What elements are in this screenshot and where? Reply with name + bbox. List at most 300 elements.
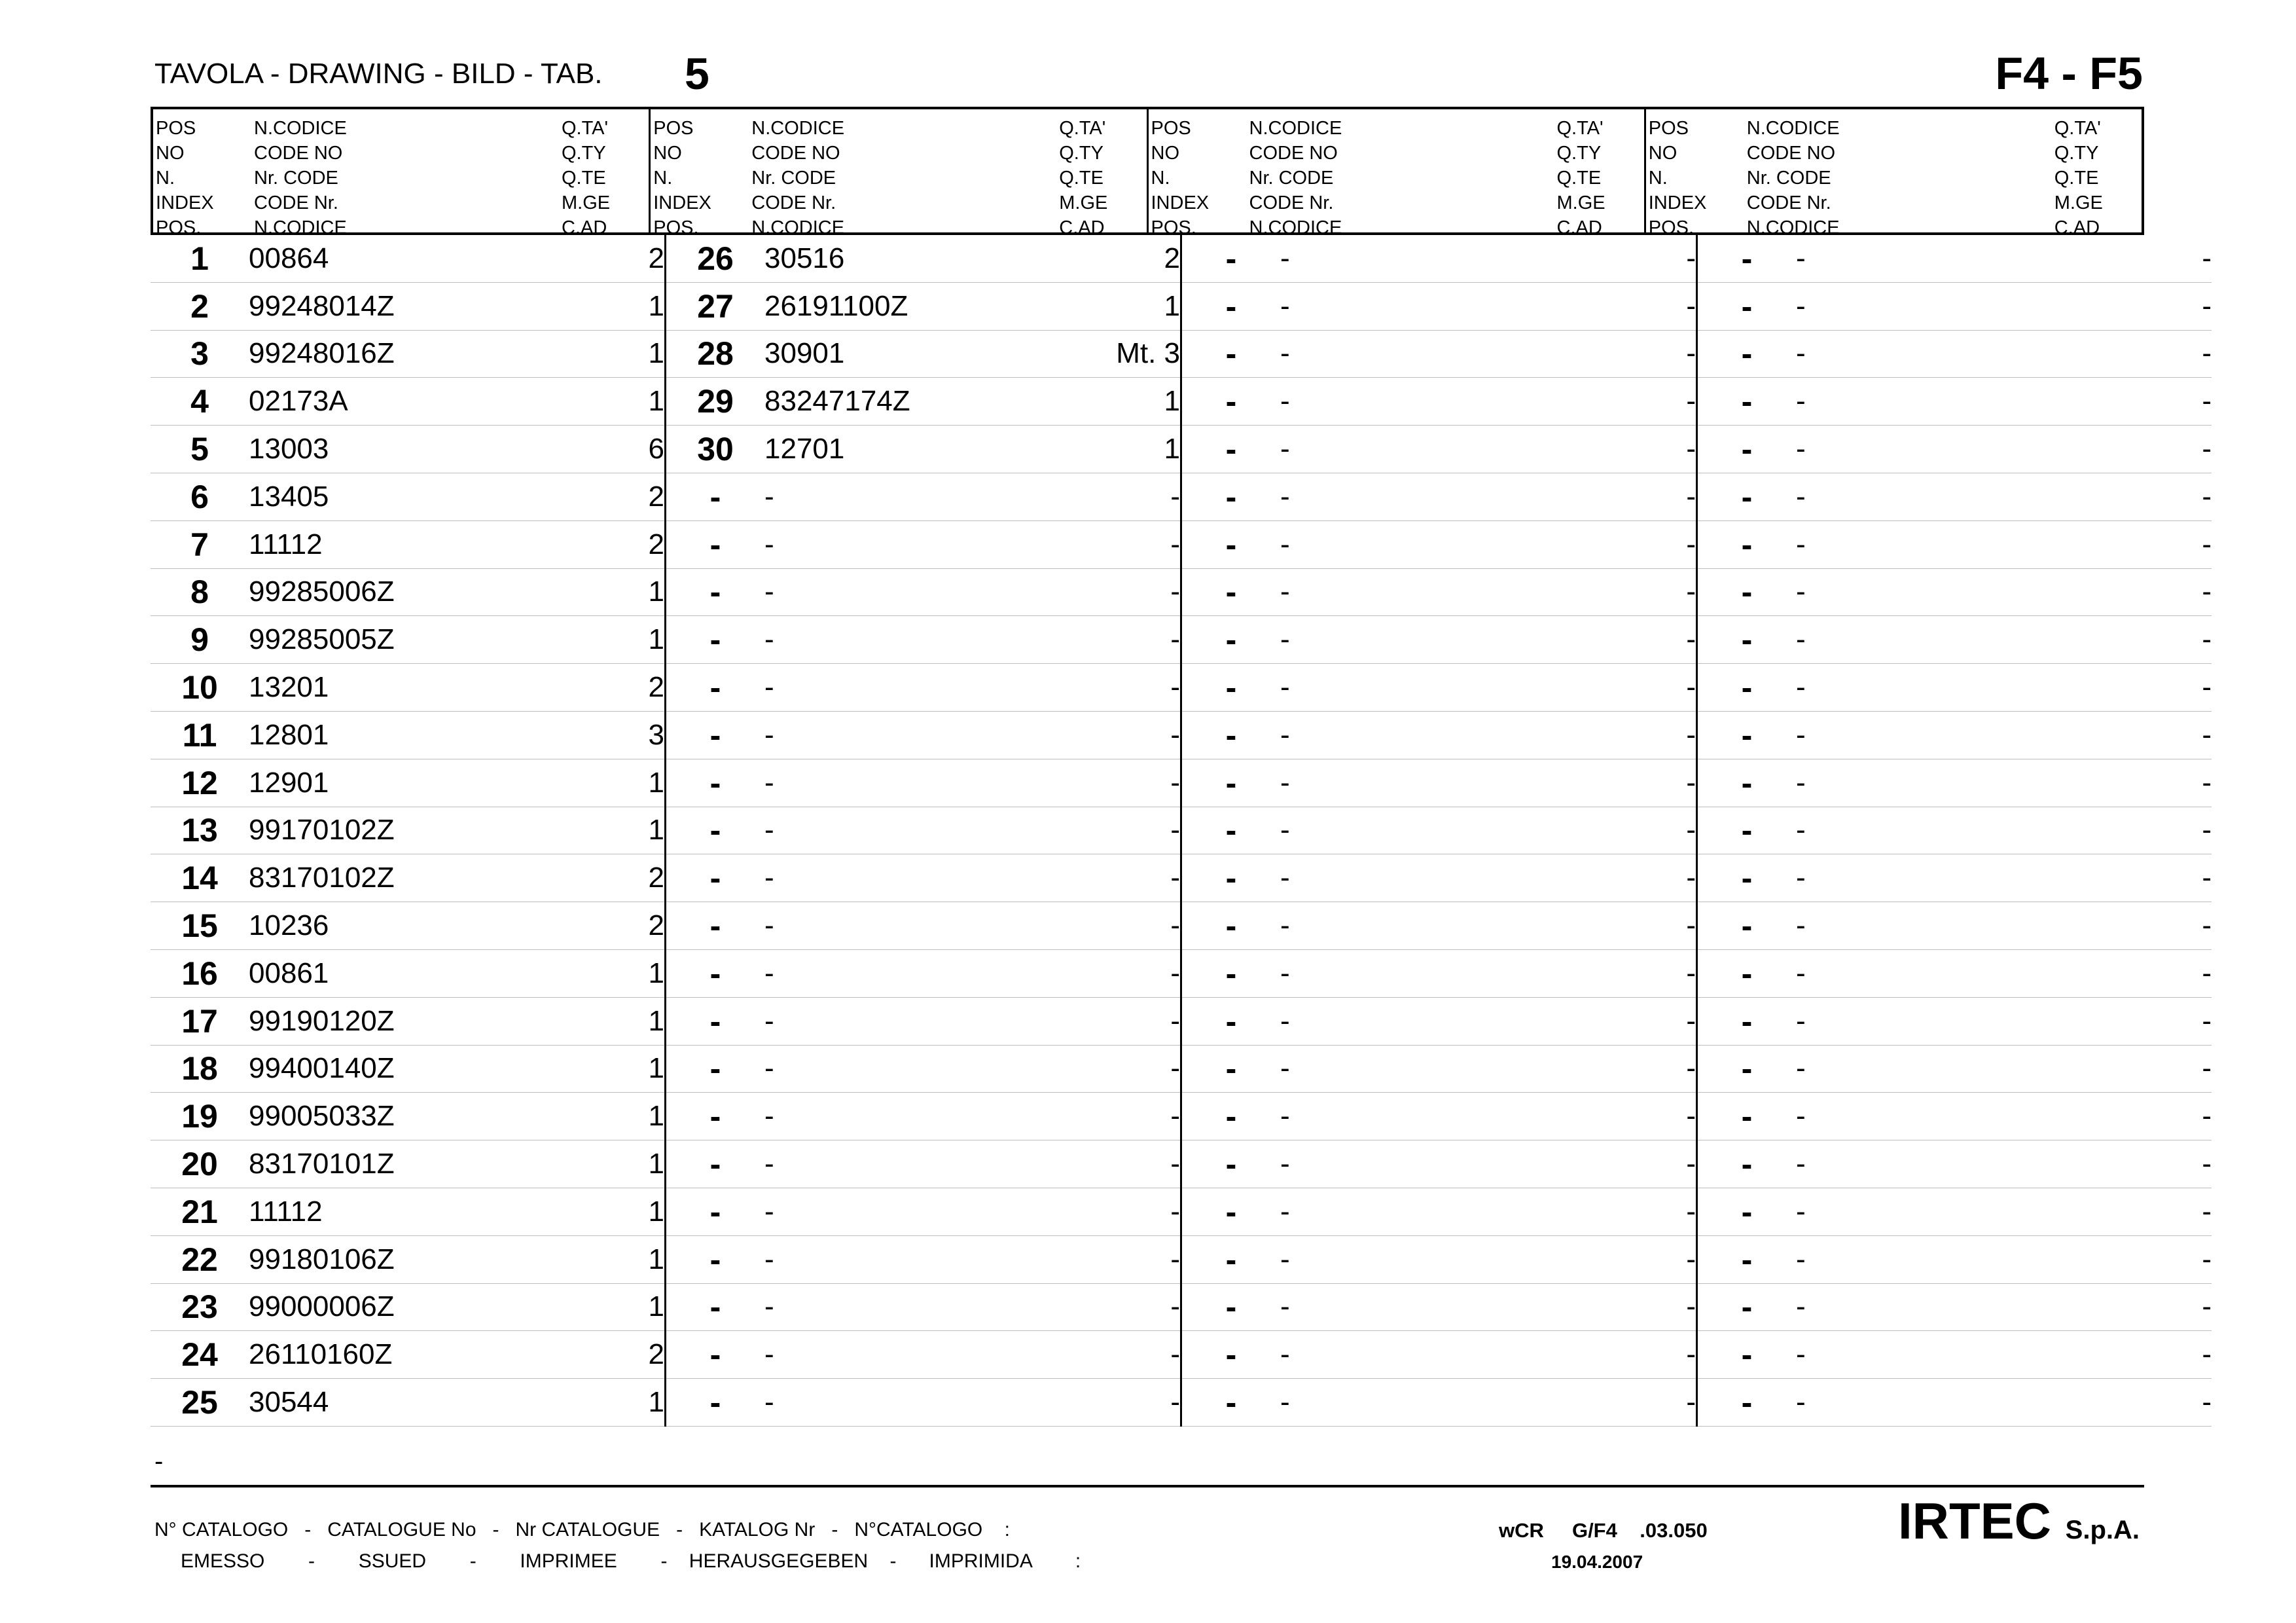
header-qty-label: Q.TA' bbox=[1059, 118, 1106, 139]
header-code-label: N.CODICE bbox=[1746, 118, 1840, 139]
code-cell: - bbox=[764, 528, 774, 560]
header-pos-label: INDEX bbox=[653, 192, 711, 213]
pos-cell: - bbox=[1741, 764, 1753, 801]
pos-cell: - bbox=[709, 1098, 721, 1135]
header-code-column bbox=[1249, 109, 1557, 238]
header-qty-column bbox=[562, 109, 649, 238]
pos-cell: 19 bbox=[181, 1098, 218, 1135]
qty-cell: - bbox=[2202, 909, 2212, 942]
table-column-group bbox=[151, 235, 664, 1427]
qty-cell: - bbox=[1686, 718, 1696, 751]
pos-cell: - bbox=[1225, 1336, 1237, 1374]
pos-cell: 22 bbox=[181, 1241, 218, 1278]
pos-cell: - bbox=[1741, 431, 1753, 468]
header-pos-label: N. bbox=[156, 168, 175, 189]
pos-cell: - bbox=[1225, 907, 1237, 945]
qty-cell: 2 bbox=[648, 909, 664, 942]
header-qty-label: Q.TY bbox=[1556, 143, 1602, 164]
code-cell: - bbox=[1796, 242, 1806, 274]
code-cell: - bbox=[764, 1290, 774, 1323]
table-row bbox=[666, 759, 1180, 807]
code-cell: 13405 bbox=[249, 480, 329, 513]
header-qty-label: Q.TY bbox=[2054, 143, 2099, 164]
header-pos-label: POS bbox=[1648, 118, 1689, 139]
qty-cell: - bbox=[2202, 1243, 2212, 1275]
code-cell: - bbox=[1796, 1195, 1806, 1228]
code-cell: 00864 bbox=[249, 242, 329, 274]
pos-cell: - bbox=[709, 1002, 721, 1040]
code-cell: 13003 bbox=[249, 433, 329, 465]
code-cell: 26191100Z bbox=[764, 289, 908, 322]
table-row bbox=[151, 331, 664, 378]
pos-cell: - bbox=[1225, 478, 1237, 515]
table-row bbox=[1698, 854, 2212, 902]
table-row bbox=[151, 616, 664, 664]
code-cell: - bbox=[764, 1052, 774, 1085]
qty-cell: 2 bbox=[648, 242, 664, 274]
qty-cell: - bbox=[1686, 1195, 1696, 1228]
header-qty-label: Q.TE bbox=[1059, 168, 1103, 189]
table-row bbox=[1698, 712, 2212, 759]
qty-cell: - bbox=[1686, 433, 1696, 465]
qty-cell: - bbox=[1170, 623, 1180, 656]
pos-cell: - bbox=[1741, 1050, 1753, 1087]
table-row bbox=[1182, 854, 1696, 902]
code-cell: 00861 bbox=[249, 957, 329, 989]
table-row bbox=[666, 854, 1180, 902]
table-row bbox=[666, 1236, 1180, 1284]
code-cell: 12701 bbox=[764, 433, 845, 465]
code-cell: - bbox=[1280, 1243, 1290, 1275]
pos-cell: - bbox=[1225, 1002, 1237, 1040]
table-row bbox=[1698, 473, 2212, 521]
qty-cell: - bbox=[1686, 1100, 1696, 1133]
pos-cell: 9 bbox=[190, 621, 209, 659]
table-number: 5 bbox=[685, 49, 709, 99]
qty-cell: - bbox=[2202, 671, 2212, 704]
table-row bbox=[666, 902, 1180, 950]
qty-cell: - bbox=[1686, 814, 1696, 847]
table-row bbox=[1698, 759, 2212, 807]
code-cell: 10236 bbox=[249, 909, 329, 942]
code-cell: - bbox=[1796, 909, 1806, 942]
header-qty-column bbox=[2054, 109, 2142, 238]
table-row bbox=[666, 235, 1180, 283]
code-cell: - bbox=[1796, 766, 1806, 799]
code-cell: - bbox=[1280, 289, 1290, 322]
table-row bbox=[1182, 1379, 1696, 1427]
qty-cell: - bbox=[2202, 385, 2212, 418]
pos-cell: - bbox=[1225, 335, 1237, 373]
pos-cell: - bbox=[1225, 621, 1237, 659]
table-row bbox=[1182, 998, 1696, 1046]
code-cell: - bbox=[764, 957, 774, 989]
pos-cell: - bbox=[1741, 1193, 1753, 1230]
code-cell: 99180106Z bbox=[249, 1243, 395, 1275]
table-row bbox=[1698, 378, 2212, 426]
qty-cell: - bbox=[1170, 862, 1180, 894]
header-qty-label: Q.TY bbox=[1059, 143, 1103, 164]
header-pos-label: N. bbox=[653, 168, 673, 189]
pos-cell: - bbox=[1741, 621, 1753, 659]
table-row bbox=[1182, 426, 1696, 473]
header-pos-label: NO bbox=[653, 143, 682, 164]
header-code-column bbox=[751, 109, 1059, 238]
pos-cell: - bbox=[709, 1193, 721, 1230]
header-pos-column bbox=[1149, 109, 1249, 238]
header-code-label: CODE Nr. bbox=[1249, 192, 1334, 213]
qty-cell: - bbox=[2202, 242, 2212, 274]
header-group bbox=[1644, 109, 2142, 238]
header-qty-label: Q.TE bbox=[2054, 168, 2099, 189]
qty-cell: - bbox=[2202, 1195, 2212, 1228]
table-row bbox=[1182, 1331, 1696, 1379]
model-label: F4 - F5 bbox=[1995, 48, 2143, 99]
qty-cell: 1 bbox=[648, 1243, 664, 1275]
table-row bbox=[1698, 807, 2212, 855]
table-row bbox=[666, 1140, 1180, 1188]
table-row bbox=[1182, 807, 1696, 855]
header-code-label: CODE NO bbox=[1249, 143, 1338, 164]
code-cell: - bbox=[1796, 1052, 1806, 1085]
pos-cell: 16 bbox=[181, 955, 218, 992]
code-cell: - bbox=[1796, 1100, 1806, 1133]
header-code-label: Nr. CODE bbox=[1746, 168, 1831, 189]
code-cell: 99000006Z bbox=[249, 1290, 395, 1323]
pos-cell: - bbox=[1741, 526, 1753, 563]
qty-cell: - bbox=[1170, 1338, 1180, 1371]
code-cell: - bbox=[1796, 337, 1806, 370]
code-cell: - bbox=[1280, 814, 1290, 847]
table-row bbox=[151, 569, 664, 617]
pos-cell: 18 bbox=[181, 1050, 218, 1087]
table-row bbox=[1182, 759, 1696, 807]
header-pos-label: NO bbox=[1648, 143, 1677, 164]
code-cell: - bbox=[764, 575, 774, 608]
table-row bbox=[1182, 473, 1696, 521]
table-row bbox=[1698, 569, 2212, 617]
pos-cell: - bbox=[1741, 574, 1753, 611]
table-row bbox=[666, 1093, 1180, 1140]
table-row bbox=[666, 283, 1180, 331]
code-cell: - bbox=[1796, 385, 1806, 418]
brand-name: IRTEC bbox=[1898, 1492, 2051, 1550]
pos-cell: 14 bbox=[181, 860, 218, 897]
header-pos-label: INDEX bbox=[1151, 192, 1210, 213]
code-cell: 30544 bbox=[249, 1386, 329, 1419]
qty-cell: 1 bbox=[648, 575, 664, 608]
header-code-label: CODE Nr. bbox=[254, 192, 338, 213]
header-qty-label: Q.TY bbox=[562, 143, 606, 164]
header-code-label: N.CODICE bbox=[751, 118, 845, 139]
code-cell: - bbox=[1796, 1338, 1806, 1371]
qty-cell: 1 bbox=[1164, 385, 1180, 418]
qty-cell: 1 bbox=[648, 1052, 664, 1085]
table-row bbox=[666, 807, 1180, 855]
qty-cell: - bbox=[2202, 862, 2212, 894]
pos-cell: - bbox=[1741, 669, 1753, 706]
qty-cell: - bbox=[1170, 1290, 1180, 1323]
qty-cell: - bbox=[2202, 623, 2212, 656]
pos-cell: 8 bbox=[190, 574, 209, 611]
pos-cell: - bbox=[1225, 1288, 1237, 1326]
pos-cell: - bbox=[1225, 526, 1237, 563]
pos-cell: 26 bbox=[697, 240, 734, 277]
qty-cell: - bbox=[2202, 289, 2212, 322]
table-row bbox=[1698, 616, 2212, 664]
pos-cell: - bbox=[1225, 574, 1237, 611]
code-cell: 02173A bbox=[249, 385, 348, 418]
code-cell: 12801 bbox=[249, 718, 329, 751]
table-row bbox=[1182, 331, 1696, 378]
pos-cell: - bbox=[1225, 1098, 1237, 1135]
table-row bbox=[666, 569, 1180, 617]
pos-cell: - bbox=[1225, 764, 1237, 801]
table-row bbox=[666, 1046, 1180, 1093]
pos-cell: 12 bbox=[181, 764, 218, 801]
code-cell: - bbox=[1796, 671, 1806, 704]
table-row bbox=[1182, 1236, 1696, 1284]
pos-cell: - bbox=[1741, 955, 1753, 992]
qty-cell: - bbox=[1686, 623, 1696, 656]
pos-cell: - bbox=[1741, 240, 1753, 277]
qty-cell: 1 bbox=[1164, 433, 1180, 465]
header-qty-label: Q.TA' bbox=[2054, 118, 2101, 139]
header-qty-label: Q.TE bbox=[1556, 168, 1602, 189]
pos-cell: 23 bbox=[181, 1288, 218, 1326]
qty-cell: - bbox=[1170, 1148, 1180, 1180]
qty-cell: - bbox=[1170, 957, 1180, 989]
header-pos-label: POS bbox=[156, 118, 196, 139]
header-code-label: N.CODICE bbox=[751, 217, 845, 238]
header-pos-label: N. bbox=[1151, 168, 1170, 189]
table-column-group bbox=[1180, 235, 1696, 1427]
qty-cell: - bbox=[1686, 575, 1696, 608]
qty-cell: - bbox=[1170, 671, 1180, 704]
pos-cell: - bbox=[709, 955, 721, 992]
qty-cell: - bbox=[1170, 814, 1180, 847]
table-row bbox=[666, 521, 1180, 569]
pos-cell: 1 bbox=[190, 240, 209, 277]
table-row bbox=[1182, 902, 1696, 950]
table-row bbox=[1698, 1093, 2212, 1140]
code-cell: - bbox=[1280, 1148, 1290, 1180]
pos-cell: 2 bbox=[190, 287, 209, 325]
pos-cell: - bbox=[709, 764, 721, 801]
qty-cell: - bbox=[1170, 1386, 1180, 1419]
table-row bbox=[151, 712, 664, 759]
code-cell: 83170102Z bbox=[249, 862, 395, 894]
qty-cell: - bbox=[2202, 528, 2212, 560]
code-cell: - bbox=[1280, 385, 1290, 418]
qty-cell: - bbox=[1686, 289, 1696, 322]
qty-cell: 1 bbox=[648, 766, 664, 799]
table-row bbox=[1698, 1379, 2212, 1427]
table-row bbox=[1698, 1188, 2212, 1236]
table-row bbox=[666, 664, 1180, 712]
header-code-label: CODE Nr. bbox=[751, 192, 836, 213]
qty-cell: - bbox=[2202, 1148, 2212, 1180]
table-row bbox=[1182, 378, 1696, 426]
qty-cell: - bbox=[2202, 1100, 2212, 1133]
qty-cell: - bbox=[2202, 1290, 2212, 1323]
table-row bbox=[151, 1140, 664, 1188]
code-cell: - bbox=[1280, 242, 1290, 274]
pos-cell: 28 bbox=[697, 335, 734, 373]
qty-cell: - bbox=[2202, 433, 2212, 465]
qty-cell: - bbox=[1686, 909, 1696, 942]
code-cell: - bbox=[764, 1386, 774, 1419]
table-row bbox=[151, 1284, 664, 1332]
table-row bbox=[151, 521, 664, 569]
table-row bbox=[1698, 1140, 2212, 1188]
qty-cell: - bbox=[2202, 1052, 2212, 1085]
qty-cell: - bbox=[1170, 480, 1180, 513]
code-cell: 99248016Z bbox=[249, 337, 395, 370]
qty-cell: 6 bbox=[648, 433, 664, 465]
pos-cell: - bbox=[709, 860, 721, 897]
code-cell: - bbox=[1796, 957, 1806, 989]
table-row bbox=[151, 235, 664, 283]
table-row bbox=[151, 998, 664, 1046]
code-cell: - bbox=[1796, 814, 1806, 847]
qty-cell: 2 bbox=[1164, 242, 1180, 274]
table-row bbox=[1182, 283, 1696, 331]
header-qty-column bbox=[1556, 109, 1644, 238]
code-cell: - bbox=[1280, 909, 1290, 942]
pos-cell: - bbox=[709, 574, 721, 611]
table-row bbox=[1182, 950, 1696, 998]
qty-cell: - bbox=[1686, 528, 1696, 560]
table-row bbox=[666, 1188, 1180, 1236]
table-row bbox=[1698, 1284, 2212, 1332]
code-cell: 99190120Z bbox=[249, 1004, 395, 1037]
code-cell: - bbox=[1280, 433, 1290, 465]
table-row bbox=[1698, 998, 2212, 1046]
code-cell: 99285006Z bbox=[249, 575, 395, 608]
pos-cell: - bbox=[1225, 812, 1237, 849]
header-qty-label: C.AD bbox=[1059, 217, 1105, 238]
code-cell: - bbox=[1280, 1195, 1290, 1228]
pos-cell: 3 bbox=[190, 335, 209, 373]
pos-cell: - bbox=[1741, 860, 1753, 897]
code-cell: - bbox=[1280, 1100, 1290, 1133]
qty-cell: - bbox=[1170, 766, 1180, 799]
pos-cell: - bbox=[1225, 1050, 1237, 1087]
qty-cell: - bbox=[2202, 337, 2212, 370]
header-code-label: N.CODICE bbox=[1249, 217, 1342, 238]
table-row bbox=[666, 473, 1180, 521]
catalog-number-labels: N° CATALOGO - CATALOGUE No - Nr CATALOGUE - KATALOG Nr - N°CATALOGO : bbox=[154, 1519, 1010, 1541]
header-code-label: CODE NO bbox=[254, 143, 343, 164]
table-row bbox=[151, 1093, 664, 1140]
pos-cell: - bbox=[1741, 287, 1753, 325]
table-row bbox=[1182, 1046, 1696, 1093]
code-cell: - bbox=[764, 671, 774, 704]
table-row bbox=[151, 1188, 664, 1236]
qty-cell: 1 bbox=[648, 1195, 664, 1228]
pos-cell: - bbox=[709, 621, 721, 659]
header-qty-label: M.GE bbox=[2054, 192, 2103, 213]
table-row bbox=[1698, 521, 2212, 569]
code-cell: - bbox=[1280, 1052, 1290, 1085]
table-row bbox=[1698, 1331, 2212, 1379]
table-row bbox=[151, 473, 664, 521]
code-cell: 30901 bbox=[764, 337, 845, 370]
code-cell: - bbox=[764, 1195, 774, 1228]
header-pos-label: POS. bbox=[156, 217, 202, 238]
pos-cell: - bbox=[1741, 1288, 1753, 1326]
code-cell: - bbox=[1796, 1243, 1806, 1275]
pos-cell: - bbox=[1741, 1336, 1753, 1374]
table-row bbox=[666, 616, 1180, 664]
table-row bbox=[1698, 664, 2212, 712]
qty-cell: 1 bbox=[648, 1004, 664, 1037]
pos-cell: 11 bbox=[182, 716, 217, 754]
code-cell: - bbox=[1280, 718, 1290, 751]
code-cell: - bbox=[1280, 671, 1290, 704]
table-row bbox=[151, 1046, 664, 1093]
code-cell: - bbox=[764, 1243, 774, 1275]
pos-cell: 6 bbox=[190, 478, 209, 515]
header-code-label: CODE NO bbox=[1746, 143, 1836, 164]
pos-cell: - bbox=[1225, 669, 1237, 706]
code-cell: 99400140Z bbox=[249, 1052, 395, 1085]
qty-cell: - bbox=[1686, 337, 1696, 370]
company-logo bbox=[1898, 1491, 2140, 1551]
qty-cell: - bbox=[1686, 1386, 1696, 1419]
code-cell: - bbox=[1280, 957, 1290, 989]
table-header bbox=[151, 107, 2144, 238]
pos-cell: - bbox=[709, 812, 721, 849]
pos-cell: - bbox=[709, 526, 721, 563]
pos-cell: - bbox=[1741, 716, 1753, 754]
qty-cell: - bbox=[1170, 528, 1180, 560]
table-row bbox=[666, 1379, 1180, 1427]
drawing-title-label: TAVOLA - DRAWING - BILD - TAB. bbox=[154, 58, 603, 90]
pos-cell: - bbox=[1741, 1384, 1753, 1421]
qty-cell: - bbox=[2202, 766, 2212, 799]
pos-cell: 29 bbox=[697, 383, 734, 420]
header-code-label: Nr. CODE bbox=[1249, 168, 1334, 189]
code-cell: - bbox=[764, 766, 774, 799]
table-row bbox=[1698, 1236, 2212, 1284]
qty-cell: 1 bbox=[648, 1100, 664, 1133]
header-code-label: CODE NO bbox=[751, 143, 840, 164]
table-row bbox=[1698, 1046, 2212, 1093]
table-row bbox=[1182, 1284, 1696, 1332]
table-row bbox=[1182, 664, 1696, 712]
table-row bbox=[1182, 1188, 1696, 1236]
code-cell: - bbox=[764, 1148, 774, 1180]
code-cell: - bbox=[764, 718, 774, 751]
code-cell: - bbox=[1796, 623, 1806, 656]
header-qty-label: C.AD bbox=[1556, 217, 1602, 238]
pos-cell: - bbox=[1741, 1146, 1753, 1183]
pos-cell: - bbox=[1741, 383, 1753, 420]
note-text: - bbox=[154, 1447, 164, 1476]
table-row bbox=[1698, 902, 2212, 950]
table-row bbox=[1182, 712, 1696, 759]
qty-cell: - bbox=[1170, 718, 1180, 751]
code-cell: - bbox=[1280, 766, 1290, 799]
pos-cell: - bbox=[709, 1146, 721, 1183]
code-cell: - bbox=[1280, 337, 1290, 370]
qty-cell: - bbox=[2202, 1004, 2212, 1037]
header-pos-label: INDEX bbox=[156, 192, 214, 213]
pos-cell: - bbox=[1225, 716, 1237, 754]
qty-cell: - bbox=[2202, 1386, 2212, 1419]
